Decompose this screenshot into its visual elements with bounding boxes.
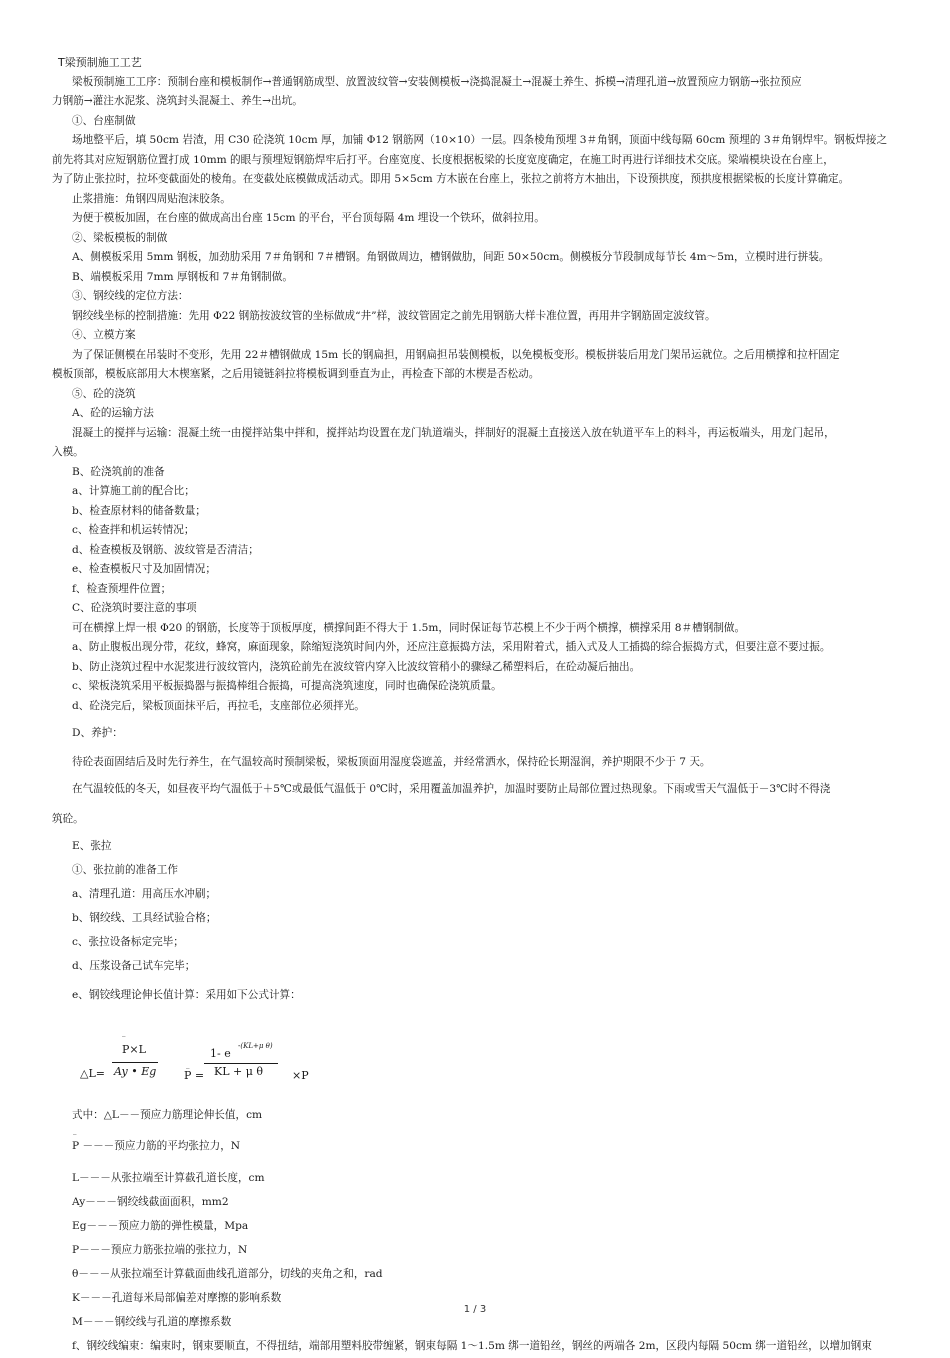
list-item: f、检查预埋件位置； xyxy=(72,582,172,595)
para-strand-coords: 钢绞线坐标的控制措施：先用 Φ22 钢筋按波纹管的坐标做成“井”样，波纹管固定之前先用钢筋大样卡准位置，再用井字钢筋固定波纹管。 xyxy=(72,309,716,322)
heading-cast-notes: C、砼浇筑时要注意的事项 xyxy=(72,602,197,614)
def-m: M－－－钢绞线与孔道的摩擦系数 xyxy=(72,1316,232,1328)
para-pedestal-3: 为了防止张拉时，拉坏变截面处的棱角。在变截处底模做成活动式。即用 5×5cm 方木嵌在台座上，张拉之前将方木抽出，下设预拱度，预拱度根据梁板的长度计算确定。 xyxy=(52,173,850,185)
def-p-avg: P －－－预应力筋的平均张拉力，N xyxy=(72,1140,241,1152)
formula-lhs: △L= xyxy=(80,1067,105,1080)
para-cross-brace: 可在横撑上焊一根 Φ20 的钢筋，长度等于顶板厚度，横撑间距不得大于 1.5m，同时保证每节芯模上不少于两个横撑，横撑采用 8＃槽钢制做。 xyxy=(72,621,746,634)
para-pedestal-2: 前先将其对应短钢筋位置打成 10mm 的眼与预埋短钢筋焊牢后打平。台座宽度、长度根据板梁的长度宽度确定，在施工时再进行详细技术交底。梁端模块设在台座上， xyxy=(52,153,834,166)
def-k: K－－－孔道每米局部偏差对摩擦的影响系数 xyxy=(72,1292,282,1304)
para-end-form: B、端模板采用 7mm 厚钢板和 7＃角钢制做。 xyxy=(72,270,293,283)
formula-times-p: ×P xyxy=(292,1069,309,1082)
page-number: 1 / 3 xyxy=(463,1304,487,1315)
def-p-avg-wrap xyxy=(52,1127,904,1161)
para-platform: 为便于模板加固，在台座的做成高出台座 15cm 的平台，平台顶每隔 4m 埋设一个铁环，做斜拉用。 xyxy=(72,212,545,224)
document-body xyxy=(52,53,904,1358)
para-curing-1: 待砼表面固结后及时先行养生，在气温较高时预制梁板，梁板顶面用湿度袋遮盖，并经常洒水，保持砼长期湿润，养护期限不少于 7 天。 xyxy=(72,756,711,768)
formula-num1: P×L xyxy=(122,1043,146,1056)
def-p: P－－－预应力筋张拉端的张拉力，N xyxy=(72,1244,248,1256)
formula-p-eq: P = xyxy=(184,1069,205,1082)
formula-exponent: -(KL+μ θ) xyxy=(238,1042,273,1050)
para-side-form: A、侧模板采用 5mm 钢板，加劲肋采用 7＃角钢和 7＃槽钢。角钢做周边，槽钢做肋，间距 50×50cm。侧模板分节段制成每节长 4m～5m，立模时进行拼装。 xyxy=(72,251,830,263)
list-item: d、压浆设备己试车完毕； xyxy=(72,960,196,972)
def-l: L－－－从张拉端至计算截孔道长度，cm xyxy=(72,1172,265,1184)
list-item: b、防止浇筑过程中水泥浆进行波纹管内，浇筑砼前先在波纹管内穿入比波纹管稍小的骤绿乙稀塑料后，在砼动凝后抽出。 xyxy=(72,660,641,673)
formula-den2: KL + μ θ xyxy=(214,1065,264,1078)
def-eg: Eg－－－预应力筋的弹性模量，Mpa xyxy=(72,1220,249,1232)
para-grout-stop: 止浆措施：角钢四周贴泡沫胶条。 xyxy=(72,192,231,205)
heading-pedestal: ①、台座制做 xyxy=(72,114,136,127)
formula-den1: Ay • Eg xyxy=(114,1065,157,1078)
list-item: c、梁板浇筑采用平板振捣器与振捣棒组合振捣，可提高浇筑速度，同时也确保砼浇筑质量。 xyxy=(72,680,502,692)
para-procedure: 梁板预制施工工序：预制台座和模板制作→普通钢筋成型、放置波纹管→安装侧模板→浇捣混凝土→混凝土养生、拆模→清理孔道→放置预应力钢筋→张拉预应 xyxy=(72,75,802,88)
list-item: c、张拉设备标定完毕； xyxy=(72,936,184,948)
list-item: a、计算施工前的配合比； xyxy=(72,485,195,497)
list-item: a、防止腹板出现分带，花纹，蜂窝，麻面现象，除缩短浇筑时间内外，还应注意振捣方法，采用附着式，插入式及人工插捣的综合振捣方式，但要注意不要过振。 xyxy=(72,641,831,653)
list-item: d、砼浇完后，梁板顶面抹平后，再拉毛，支座部位必须拌光。 xyxy=(72,699,365,712)
para-transport-2: 入模。 xyxy=(52,446,84,458)
para-elongation: e、钢铰线理论伸长值计算：采用如下公式计算： xyxy=(72,989,301,1001)
heading-form-erection: ④、立模方案 xyxy=(72,329,136,341)
heading-curing: D、养护： xyxy=(72,727,123,739)
heading-tensioning: E、张拉 xyxy=(72,840,112,852)
heading-tension-prep: ①、张拉前的准备工作 xyxy=(72,864,178,876)
overbar-p2: _ xyxy=(186,1061,190,1069)
overbar-p: _ xyxy=(122,1029,126,1037)
list-item: a、清理孔道：用高压水冲刷； xyxy=(72,888,217,900)
para-curing-2: 在气温较低的冬天，如昼夜平均气温低于＋5℃或最低气温低于 0℃时，采用覆盖加温养护，加温时要防止局部位置过热现象。下雨或雪天气温低于－3℃时不得浇 xyxy=(72,783,831,795)
list-item: c、检查拌和机运转情况； xyxy=(72,524,195,536)
para-strand-bundle: f、钢绞线编束：编束时，钢束要顺直，不得扭结，端部用塑料胶带缠紧，钢束每隔 1～1.5m 绑一道铅丝，钢丝的两端各 2m，区段内每隔 50cm 绑一道铅丝，以增加钢束 xyxy=(72,1340,872,1352)
para-erection-2: 模板顶部，模板底部用大木楔塞紧，之后用镜链斜拉将模板调到垂直为止，再检查下部的木楔是否松动。 xyxy=(52,368,540,380)
heading-transport: A、砼的运输方法 xyxy=(72,407,154,419)
fraction-bar-2 xyxy=(204,1063,278,1064)
list-item: d、检查模板及钢筋、波纹管是否清洁； xyxy=(72,543,259,556)
formula-num2: 1- e xyxy=(210,1047,231,1060)
fraction-bar-1 xyxy=(112,1062,158,1063)
list-item: b、钢绞线、工具经试验合格； xyxy=(72,912,217,924)
para-erection-1: 为了保证侧模在吊装时不变形，先用 22＃槽钢做成 15m 长的钢扁担，用钢扁担吊装侧模板，以免模板变形。模板拼装后用龙门架吊运就位。之后用横撑和拉杆固定 xyxy=(72,348,840,361)
overbar-p3: _ xyxy=(73,1127,77,1135)
para-procedure-cont: 力钢筋→灌注水泥浆、浇筑封头混凝土、养生→出坑。 xyxy=(52,95,303,107)
heading-formwork: ②、梁板模板的制做 xyxy=(72,231,168,244)
heading-strand-position: ③、钢绞线的定位方法： xyxy=(72,290,189,302)
heading-casting: ⑤、砼的浇筑 xyxy=(72,387,136,400)
doc-title: T梁预制施工工艺 xyxy=(58,56,142,69)
def-theta: θ－－－从张拉端至计算截面曲线孔道部分，切线的夹角之和，rad xyxy=(72,1268,383,1280)
list-item: e、检查模板尺寸及加固情况； xyxy=(72,563,216,575)
elongation-formula xyxy=(52,1017,904,1103)
def-delta-l: 式中：△L－－预应力筋理论伸长值，cm xyxy=(72,1109,263,1121)
list-item: b、检查原材料的储备数量； xyxy=(72,504,206,517)
para-curing-3: 筑砼。 xyxy=(52,813,84,825)
def-ay: Ay－－－钢绞线截面面积，mm2 xyxy=(72,1196,229,1208)
para-pedestal-1: 场地整平后，填 50cm 岩渣，用 C30 砼浇筑 10cm 厚，加铺 Φ12 钢筋网（10×10）一层。四条棱角预埋 3＃角钢，顶面中线每隔 60cm 预埋的 3＃角钢焊牢。钢板焊接之 xyxy=(72,134,888,146)
para-transport-1: 混凝土的搅拌与运输：混凝土统一由搅拌站集中拌和，搅拌站均设置在龙门轨道端头，拌制好的混凝土直接送入放在轨道平车上的料斗，再运板端头，用龙门起吊， xyxy=(72,426,835,439)
heading-pre-cast: B、砼浇筑前的准备 xyxy=(72,465,165,478)
